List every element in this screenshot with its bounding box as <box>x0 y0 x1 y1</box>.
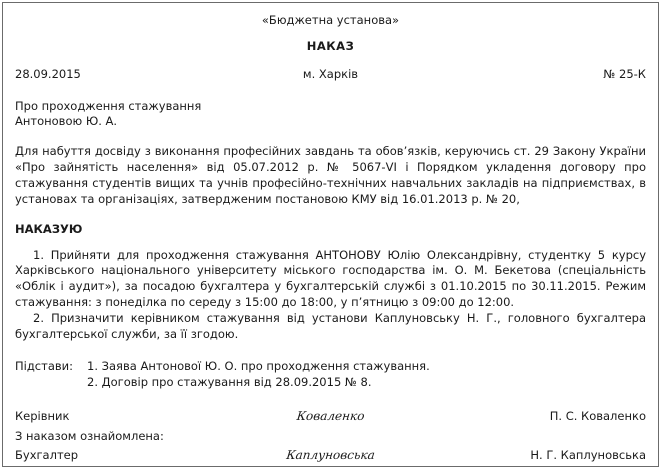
document-title: НАКАЗ <box>306 38 355 53</box>
preamble-paragraph: Для набуття досвіду з виконання професійних завдань та обов’язків, керуючись ст. 29 Закону України «Про зайнятість населення» від 05.07.2012 р. № 5067-VI і Порядком укладення договору про стажування студентів вищих та учнів професійно-технічних навчальних закладів на підприємствах, в установах та організаціях, затвердженим постановою КМУ від 16.01.2013 р. № 20, <box>15 144 646 206</box>
document-date: 28.09.2015 <box>15 66 81 81</box>
grounds-section <box>15 359 646 391</box>
document-meta-row <box>15 67 646 83</box>
document-subject <box>15 99 646 131</box>
signer-name-accountant: Н. Г. Каплуновська <box>530 448 646 463</box>
grounds-list <box>87 359 430 391</box>
ground-item-2: 2. Договір про стажування від 28.09.2015 № 8. <box>87 374 372 389</box>
document-page <box>2 2 659 467</box>
order-item-1: 1. Прийняти для проходження стажування АНТОНОВУ Юлію Олександрівну, студентку 5 курсу Харківського національного університету міського господарства ім. О. М. Бекетова (спеціальність «Облік і аудит»), за посадою бухгалтера у бухгалтерській службі з 01.10.2015 по 30.11.2015. Режим стажування: з понеділка по середу з 15:00 до 18:00, у п’ятницю з 09:00 до 12:00. <box>15 247 646 310</box>
ground-item-1: 1. Заява Антонової Ю. О. про проходження стажування. <box>87 358 430 373</box>
signer-role-accountant: Бухгалтер <box>15 448 79 463</box>
subject-line-1: Про проходження стажування <box>15 98 202 113</box>
subject-line-2: Антоновою Ю. А. <box>15 114 118 129</box>
order-item-2: 2. Призначити керівником стажування від установи Каплуновську Н. Г., головного бухгалтера бухгалтерської служби, за її згодою. <box>15 311 646 341</box>
signature-accountant: Каплуновська <box>285 448 376 463</box>
order-word: НАКАЗУЮ <box>15 221 83 236</box>
grounds-label: Підстави: <box>15 358 73 373</box>
document-number: № 25-К <box>603 66 646 81</box>
organization-name: «Бюджетна установа» <box>261 13 400 27</box>
signature-row-head <box>15 408 646 425</box>
document-city: м. Харків <box>302 66 359 81</box>
signer-name-head: П. С. Коваленко <box>549 409 646 424</box>
signature-block <box>15 408 646 464</box>
acknowledgement-line: З наказом ознайомлена: <box>15 429 164 444</box>
order-items <box>15 248 646 343</box>
signer-role-head: Керівник <box>15 409 70 424</box>
signature-head: Коваленко <box>295 409 366 424</box>
signature-row-accountant <box>15 447 646 464</box>
